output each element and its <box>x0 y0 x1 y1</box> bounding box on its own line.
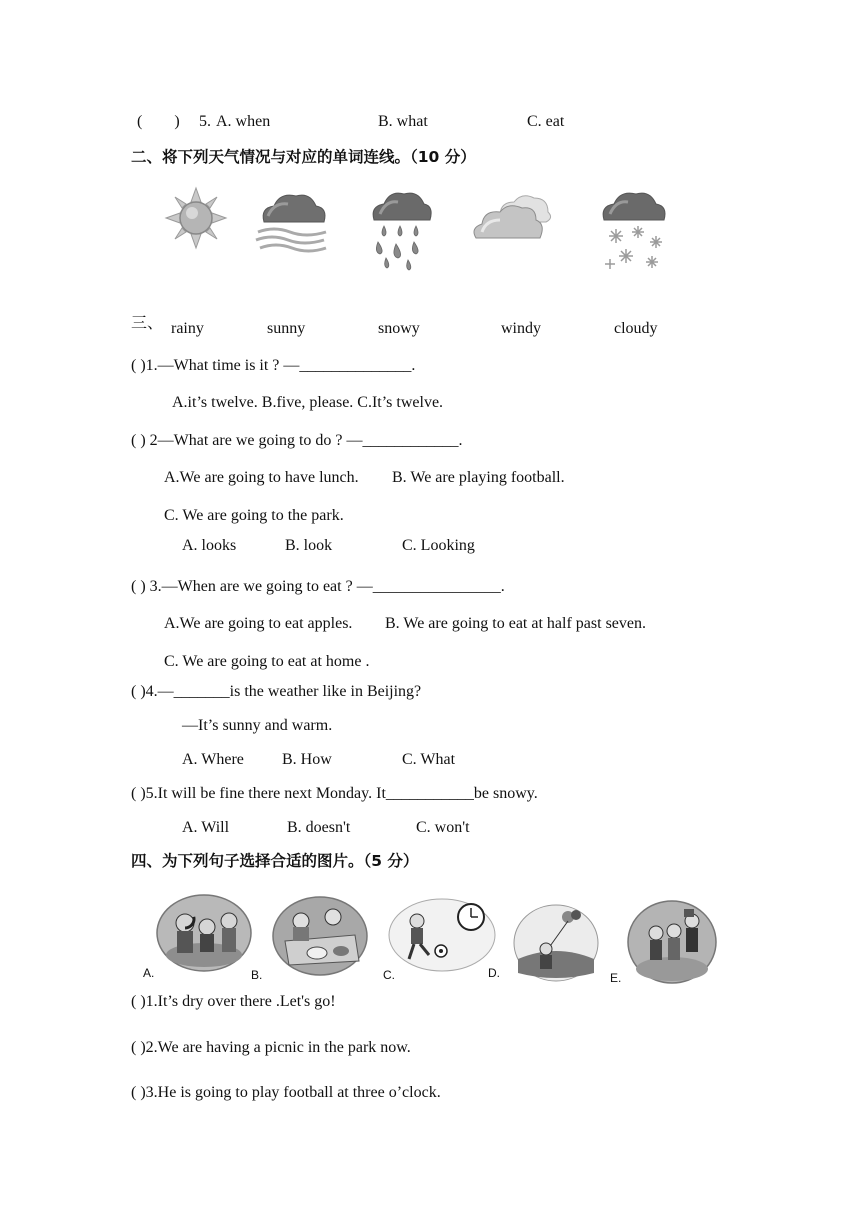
sun-icon <box>164 186 228 250</box>
answer-paren: ( ) <box>137 113 180 130</box>
extra-option-c: C. Looking <box>402 537 475 554</box>
question-2-option-b: B. We are playing football. <box>392 469 565 486</box>
extra-option-a: A. looks <box>182 537 237 554</box>
word-snowy: snowy <box>378 320 420 337</box>
question-5: ( )5.It will be fine there next Monday. It___________be snowy. <box>131 785 538 802</box>
question-4: ( )4.—_______is the weather like in Beijing? <box>131 683 422 700</box>
question-3-option-a: A.We are going to eat apples. <box>164 615 353 632</box>
picture-label-d: D. <box>488 966 500 980</box>
question-3: ( ) 3.—When are we going to eat ? —________________. <box>131 578 505 595</box>
word-sunny: sunny <box>267 320 306 337</box>
option-b: B. what <box>378 113 428 130</box>
question-2-option-c: C. We are going to the park. <box>164 507 344 524</box>
sentence-2: ( )2.We are having a picnic in the park now. <box>131 1039 411 1056</box>
question-3-option-b: B. We are going to eat at half past seven. <box>385 615 646 632</box>
word-cloudy: cloudy <box>614 320 658 337</box>
question-4-option-c: C. What <box>402 751 456 768</box>
option-c: C. eat <box>527 113 565 130</box>
question-5-option-a: A. Will <box>182 819 230 836</box>
snow-cloud-icon <box>598 186 672 274</box>
kids-picnic-picture <box>155 893 253 973</box>
sentence-1: ( )1.It’s dry over there .Let's go! <box>131 993 336 1010</box>
question-5-option-b: B. doesn't <box>287 819 351 836</box>
section-2-heading: 二、将下列天气情况与对应的单词连线。（10 分） <box>131 148 476 166</box>
picture-label-e: E. <box>610 971 622 985</box>
football-clock-picture <box>387 897 497 973</box>
kids-walking-picture <box>626 899 718 985</box>
question-3-option-c: C. We are going to eat at home . <box>164 653 370 670</box>
question-5-option-c: C. won't <box>416 819 470 836</box>
question-4-option-b: B. How <box>282 751 332 768</box>
picture-label-a: A. <box>143 966 155 980</box>
sentence-3: ( )3.He is going to play football at three o’clock. <box>131 1084 441 1101</box>
question-2-option-a: A.We are going to have lunch. <box>164 469 359 486</box>
question-1: ( )1.—What time is it ? —______________. <box>131 357 416 374</box>
rain-cloud-icon <box>368 188 434 272</box>
question-4-option-a: A. Where <box>182 751 244 768</box>
section-3-prefix: 三、 <box>131 315 164 332</box>
question-4-answer: —It’s sunny and warm. <box>182 717 333 734</box>
option-a: A. when <box>216 113 271 130</box>
picture-label-c: C. <box>383 968 395 982</box>
picture-label-b: B. <box>251 968 263 982</box>
question-1-options: A.it’s twelve. B.five, please. C.It’s twelve. <box>172 394 444 411</box>
cloudy-icon <box>470 190 554 246</box>
word-rainy: rainy <box>171 320 204 337</box>
extra-option-b: B. look <box>285 537 333 554</box>
question-2: ( ) 2—What are we going to do ? —____________. <box>131 432 463 449</box>
windy-cloud-icon <box>254 186 330 258</box>
picnic-blanket-picture <box>271 895 369 977</box>
question-number: 5. <box>199 113 211 130</box>
section-4-heading: 四、为下列句子选择合适的图片。（5 分） <box>131 852 419 870</box>
kite-flying-picture <box>512 903 600 983</box>
word-windy: windy <box>501 320 541 337</box>
